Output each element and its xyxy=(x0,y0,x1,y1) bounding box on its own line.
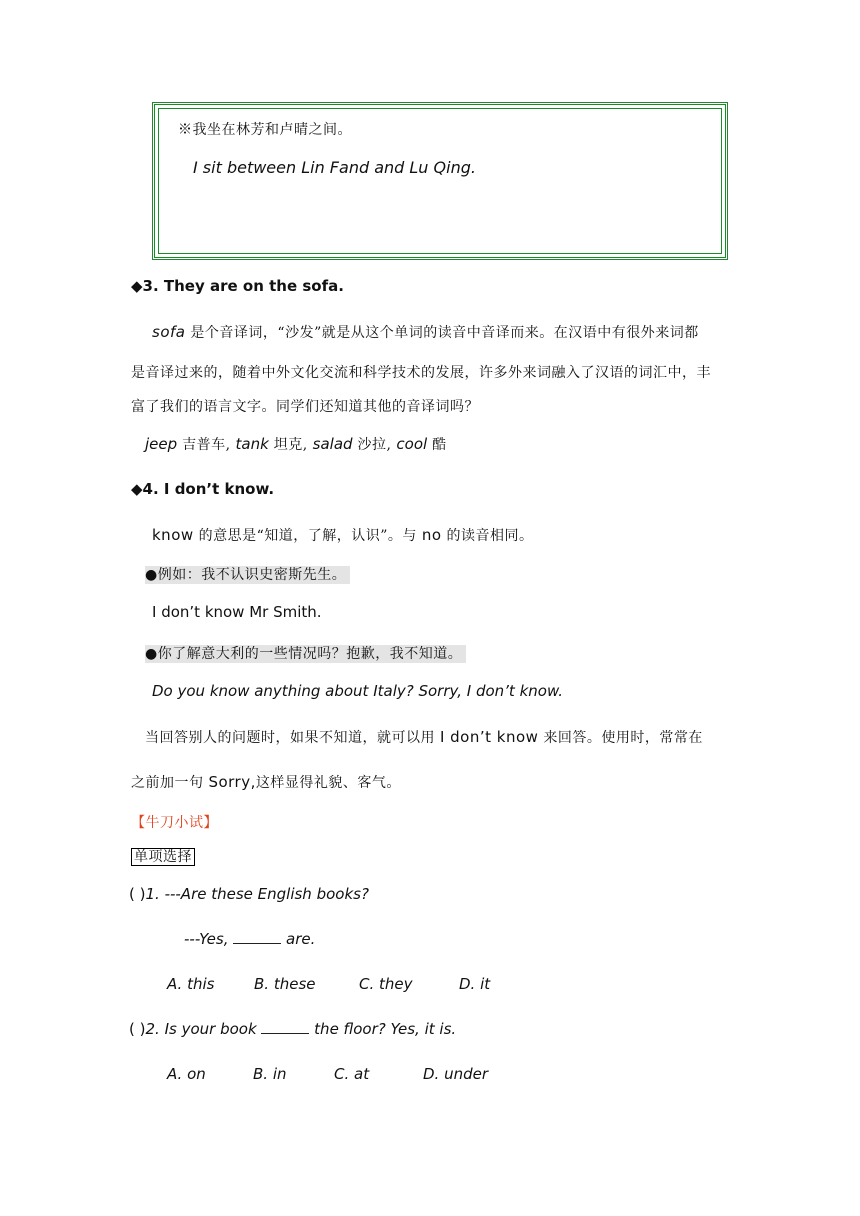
usage-line1-phrase: I don’t know xyxy=(439,728,539,746)
question1-option-c: C. they xyxy=(359,975,413,993)
answer-parentheses: ( ) xyxy=(129,1020,146,1038)
question1-answer-post: are. xyxy=(281,930,316,948)
know-meaning-text: 的意思是“知道，了解，认识”。与 xyxy=(193,528,422,544)
transliteration-examples xyxy=(145,434,447,454)
question1-stem: 1. ---Are these English books? xyxy=(145,885,369,903)
question2-line xyxy=(129,1020,456,1038)
example-chinese-sentence: ※我坐在林芳和卢晴之间。 xyxy=(178,122,352,138)
example-translation: 沙拉, xyxy=(352,437,397,453)
usage-line1-text-b: 来回答。使用时，常常在 xyxy=(538,730,703,746)
usage-line1 xyxy=(145,727,703,747)
question2-stem-pre: 2. Is your book xyxy=(145,1020,262,1038)
question1-option-a: A. this xyxy=(167,975,215,993)
practice-title: 【牛刀小试】 xyxy=(131,815,218,831)
section3-paragraph-line1-text: 是个音译词，“沙发”就是从这个单词的读音中音译而来。在汉语中有很外来词都 xyxy=(185,325,699,341)
word-no: no xyxy=(421,526,442,544)
example-translation: 坦克, xyxy=(268,437,313,453)
question1-answer-line xyxy=(184,930,315,948)
section3-heading: ◆3. They are on the sofa. xyxy=(131,277,344,295)
example1-english: I don’t know Mr Smith. xyxy=(152,603,322,621)
example1-chinese-highlight: ●例如：我不认识史密斯先生。 xyxy=(145,566,350,584)
question2-option-c: C. at xyxy=(334,1065,370,1083)
section3-paragraph-line2: 是音译过来的，随着中外文化交流和科学技术的发展，许多外来词融入了汉语的词汇中，丰 xyxy=(131,365,711,381)
question1-answer-pre: ---Yes, xyxy=(184,930,234,948)
example-word: tank xyxy=(235,435,269,453)
question1-option-d: D. it xyxy=(459,975,491,993)
example-translation: 酷 xyxy=(427,437,447,453)
question2-option-b: B. in xyxy=(253,1065,287,1083)
word-know: know xyxy=(152,526,194,544)
usage-line2-sorry: Sorry, xyxy=(208,773,256,791)
question2-stem-post: the floor? Yes, it is. xyxy=(309,1020,457,1038)
practice-subtitle-box: 单项选择 xyxy=(131,848,195,866)
example-word: jeep xyxy=(145,435,178,453)
question1-option-b: B. these xyxy=(254,975,316,993)
question2-option-d: D. under xyxy=(423,1065,489,1083)
question2-blank[interactable] xyxy=(261,1021,309,1034)
section3-paragraph-line3: 富了我们的语言文字。同学们还知道其他的音译词吗？ xyxy=(131,399,479,415)
answer-parentheses: ( ) xyxy=(129,885,146,903)
section3-paragraph-line1 xyxy=(152,322,699,342)
section4-heading: ◆4. I don’t know. xyxy=(131,480,275,498)
know-meaning-end: 的读音相同。 xyxy=(441,528,534,544)
example-english-sentence: I sit between Lin Fand and Lu Qing. xyxy=(193,158,476,177)
know-meaning-line xyxy=(152,525,534,545)
question1-line xyxy=(129,885,369,903)
usage-line2 xyxy=(131,772,401,792)
example2-chinese xyxy=(145,643,466,663)
usage-line1-text-a: 当回答别人的问题时，如果不知道，就可以用 xyxy=(145,730,440,746)
example2-chinese-highlight: ●你了解意大利的一些情况吗？抱歉，我不知道。 xyxy=(145,645,466,663)
practice-subtitle xyxy=(131,846,195,866)
question1-blank[interactable] xyxy=(233,931,281,944)
example-word: salad xyxy=(312,435,353,453)
example-translation: 吉普车, xyxy=(177,437,236,453)
example2-english: Do you know anything about Italy? Sorry, I don’t know. xyxy=(152,682,564,700)
question2-option-a: A. on xyxy=(167,1065,206,1083)
usage-line2-text-a: 之前加一句 xyxy=(131,775,209,791)
example-word: cool xyxy=(396,435,428,453)
word-sofa: sofa xyxy=(152,323,186,341)
usage-line2-text-b: 这样显得礼貌、客气。 xyxy=(255,775,401,791)
example1-chinese xyxy=(145,564,350,584)
